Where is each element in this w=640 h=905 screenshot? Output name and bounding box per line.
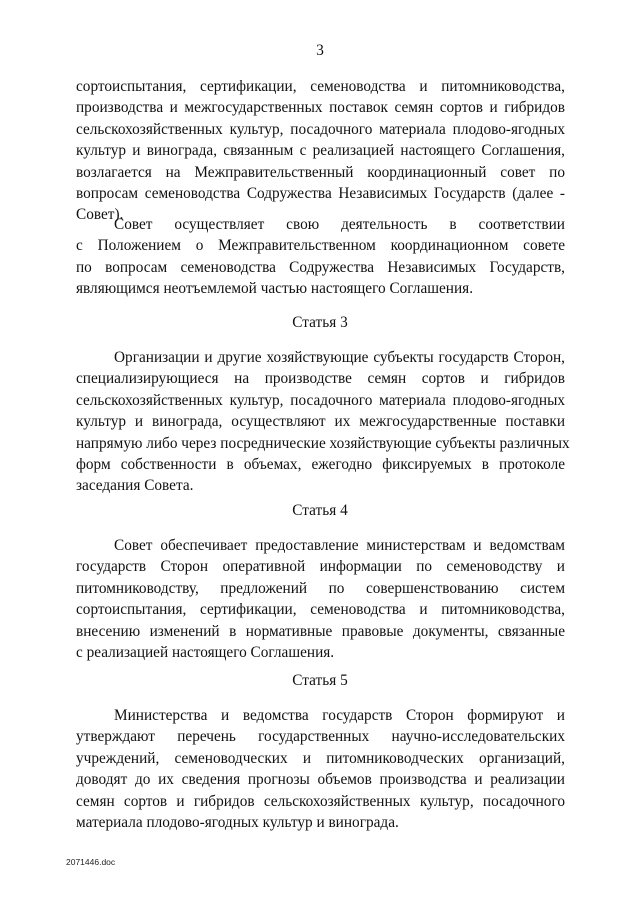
- article-4-heading: Статья 4: [292, 502, 348, 519]
- page-number: 3: [316, 42, 324, 59]
- text-line: доводят до их сведения прогнозы объемов производства и реализации: [76, 771, 565, 789]
- text-line: семян сортов и гибридов сельскохозяйственных культур, посадочного: [76, 792, 565, 810]
- article-5-heading: Статья 5: [292, 672, 348, 689]
- text-line: по вопросам семеноводства Содружества Независимых Государств,: [76, 258, 565, 276]
- text-line: Совет обеспечивает предоставление министерствам и ведомствам: [114, 537, 565, 554]
- text-line: с реализацией настоящего Соглашения.: [76, 643, 335, 661]
- paragraph-article-4: [76, 535, 565, 663]
- text-line: с Положением о Межправительственном координационном совете: [76, 237, 565, 255]
- paragraph-continuation: [76, 76, 565, 226]
- text-line: производства и межгосударственных поставок семян сортов и гибридов: [76, 99, 565, 117]
- text-line: культур и винограда, осуществляют их межгосударственные поставки: [76, 413, 565, 431]
- text-line: форм собственности в объемах, ежегодно фиксируемых в протоколе: [76, 455, 565, 473]
- text-line: вопросам семеноводства Содружества Независимых Государств (далее -: [76, 184, 565, 202]
- text-line: учреждений, семеноводческих и питомниководческих организаций,: [76, 749, 565, 767]
- file-name-footer: 2071446.doc: [66, 857, 116, 867]
- text-line: Министерства и ведомства государств Сторон формируют и: [114, 707, 565, 724]
- text-line: сельскохозяйственных культур, посадочного материала плодово-ягодных: [76, 120, 565, 138]
- text-line: Организации и другие хозяйствующие субъекты государств Сторон,: [114, 349, 565, 366]
- text-line: питомниководству, предложений по совершенствованию систем: [76, 579, 565, 597]
- text-line: внесению изменений в нормативные правовые документы, связанные: [76, 622, 565, 640]
- text-line: сельскохозяйственных культур, посадочного материала плодово-ягодных: [76, 391, 565, 409]
- text-line: заседания Совета.: [76, 477, 194, 495]
- article-3-heading: Статья 3: [292, 314, 348, 331]
- text-line: культур и винограда, связанным с реализацией настоящего Соглашения,: [76, 142, 565, 160]
- text-line: являющимся неотъемлемой частью настоящего Соглашения.: [76, 280, 474, 298]
- text-line: Совет).: [76, 206, 124, 224]
- text-line: утверждают перечень государственных научно-исследовательских: [76, 728, 565, 746]
- text-line: сортоиспытания, сертификации, семеноводства и питомниководства,: [76, 601, 565, 619]
- text-line: Совет осуществляет свою деятельность в соответствии: [114, 216, 565, 233]
- paragraph-article-5: [76, 705, 565, 833]
- paragraph-council-activity: [76, 214, 565, 300]
- text-line: сортоиспытания, сертификации, семеноводства и питомниководства,: [76, 78, 565, 95]
- text-line: специализирующиеся на производстве семян сортов и гибридов: [76, 370, 565, 388]
- paragraph-article-3: [76, 347, 570, 497]
- text-line: напрямую либо через посреднические хозяйствующие субъекты различных: [76, 434, 570, 452]
- text-line: материала плодово-ягодных культур и винограда.: [76, 813, 399, 831]
- text-line: возлагается на Межправительственный координационный совет по: [76, 163, 565, 181]
- text-line: государств Сторон оперативной информации по семеноводству и: [76, 558, 565, 576]
